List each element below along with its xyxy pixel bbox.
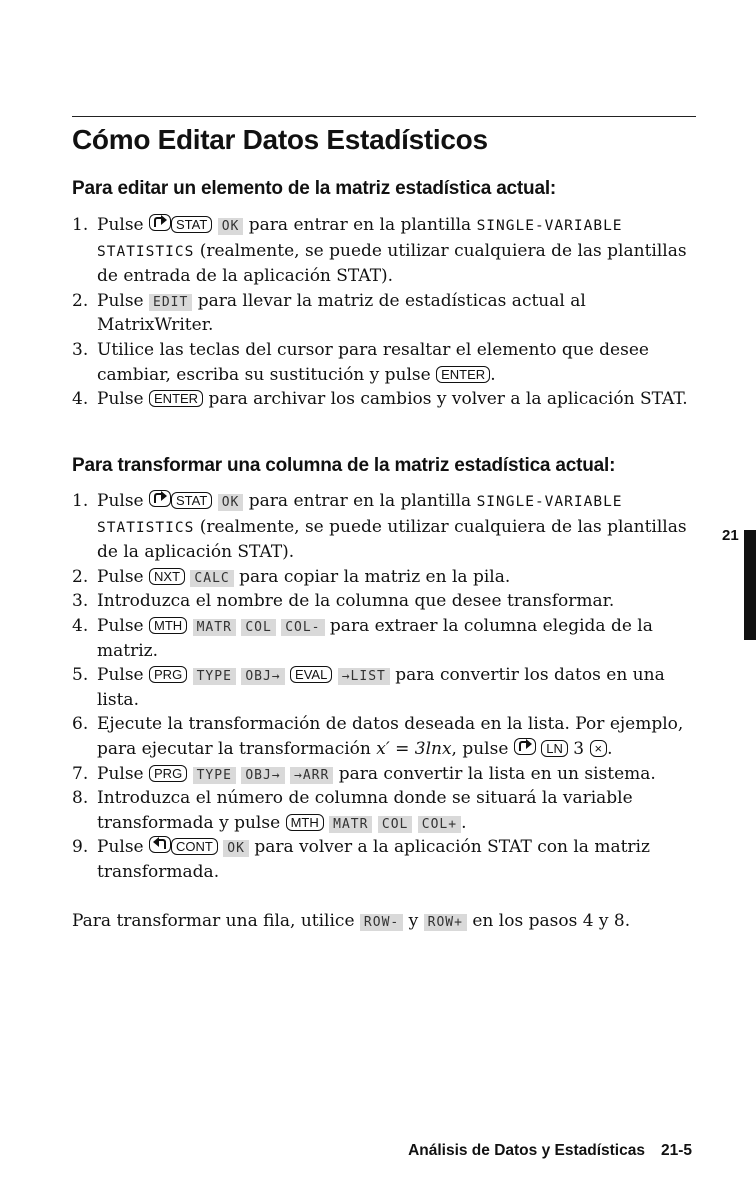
footer-title: Análisis de Datos y Estadísticas <box>408 1142 645 1159</box>
list-item: 6. Ejecute la transformación de datos deseada en la lista. Por ejemplo, para ejecutar la transformación x′ = 3lnx, pulse LN 3 × . <box>72 714 684 759</box>
prg-key: PRG <box>149 666 187 683</box>
matr-softkey: MATR <box>329 816 372 833</box>
col-softkey: COL <box>378 816 412 833</box>
list-item: 3. Introduzca el nombre de la columna que desee transformar. <box>72 591 615 612</box>
multiply-key: × <box>590 740 608 757</box>
matr-softkey: MATR <box>193 619 236 636</box>
row-plus-softkey: ROW+ <box>424 914 467 931</box>
row-minus-softkey: ROW- <box>360 914 403 931</box>
col-softkey: COL <box>241 619 275 636</box>
right-shift-key-icon <box>514 738 536 755</box>
col-plus-softkey: COL+ <box>418 816 461 833</box>
mth-key: MTH <box>286 814 324 831</box>
chapter-tab-bar <box>744 530 756 640</box>
page-footer <box>408 1142 692 1160</box>
list-item: 1. Pulse STAT OK para entrar en la plantilla SINGLE-VARIABLE STATISTICS (realmente, se puede utilizar cualquiera de las plantillas de la aplicación STAT). <box>72 491 687 563</box>
note-paragraph: Para transformar una fila, utilice ROW- y ROW+ en los pasos 4 y 8. <box>72 911 631 931</box>
formula: x′ = 3lnx <box>376 738 452 759</box>
stat-key: STAT <box>171 216 212 233</box>
calc-softkey: CALC <box>190 570 233 587</box>
list-item: 2. Pulse NXT CALC para copiar la matriz en la pila. <box>72 566 511 587</box>
enter-key: ENTER <box>436 366 490 383</box>
list-item: 1. Pulse STAT OK para entrar en la plantilla SINGLE-VARIABLE STATISTICS (realmente, se puede utilizar cualquiera de las plantillas de entrada de la aplicación STAT). <box>72 215 687 287</box>
chapter-tab-number: 21 <box>722 527 739 544</box>
page-number: 21-5 <box>660 1142 692 1159</box>
list-item: 4. Pulse ENTER para archivar los cambios y volver a la aplicación STAT. <box>72 389 688 410</box>
header-rule <box>72 116 696 117</box>
section1-steps <box>72 213 702 412</box>
left-shift-key-icon <box>149 836 171 853</box>
obj-softkey: OBJ→ <box>241 668 284 685</box>
list-item: 7. Pulse PRG TYPE OBJ→ →ARR para convertir la lista en un sistema. <box>72 763 656 784</box>
prg-key: PRG <box>149 765 187 782</box>
ln-key: LN <box>541 740 568 757</box>
enter-key: ENTER <box>149 390 203 407</box>
mth-key: MTH <box>149 617 187 634</box>
type-softkey: TYPE <box>193 668 236 685</box>
ok-softkey: OK <box>218 218 244 235</box>
stat-key: STAT <box>171 492 212 509</box>
ok-softkey: OK <box>223 840 249 857</box>
list-item: 5. Pulse PRG TYPE OBJ→ EVAL →LIST para convertir los datos en una lista. <box>72 665 665 710</box>
to-list-softkey: →LIST <box>338 668 390 685</box>
section1-heading: Para editar un elemento de la matriz estadística actual: <box>72 178 557 199</box>
section2-heading: Para transformar una columna de la matriz estadística actual: <box>72 455 616 476</box>
list-item: 9. Pulse CONT OK para volver a la aplicación STAT con la matriz transformada. <box>72 837 650 882</box>
edit-softkey: EDIT <box>149 294 192 311</box>
type-softkey: TYPE <box>193 767 236 784</box>
page-title: Cómo Editar Datos Estadísticos <box>72 124 488 155</box>
list-item: 2. Pulse EDIT para llevar la matriz de estadísticas actual al MatrixWriter. <box>72 290 586 336</box>
list-item: 4. Pulse MTH MATR COL COL- para extraer la columna elegida de la matriz. <box>72 615 653 661</box>
eval-key: EVAL <box>290 666 332 683</box>
col-minus-softkey: COL- <box>281 619 324 636</box>
list-item: 8. Introduzca el número de columna donde se situará la variable transformada y pulse MTH MATR COL COL+ . <box>72 788 633 833</box>
to-arr-softkey: →ARR <box>290 767 333 784</box>
obj-softkey: OBJ→ <box>241 767 284 784</box>
nxt-key: NXT <box>149 568 185 585</box>
section2-steps <box>72 489 702 885</box>
list-item: 3. Utilice las teclas del cursor para resaltar el elemento que desee cambiar, escriba su sustitución y pulse ENTER . <box>72 339 649 385</box>
right-shift-key-icon <box>149 214 171 231</box>
right-shift-key-icon <box>149 490 171 507</box>
cont-key: CONT <box>171 838 218 855</box>
ok-softkey: OK <box>218 494 244 511</box>
